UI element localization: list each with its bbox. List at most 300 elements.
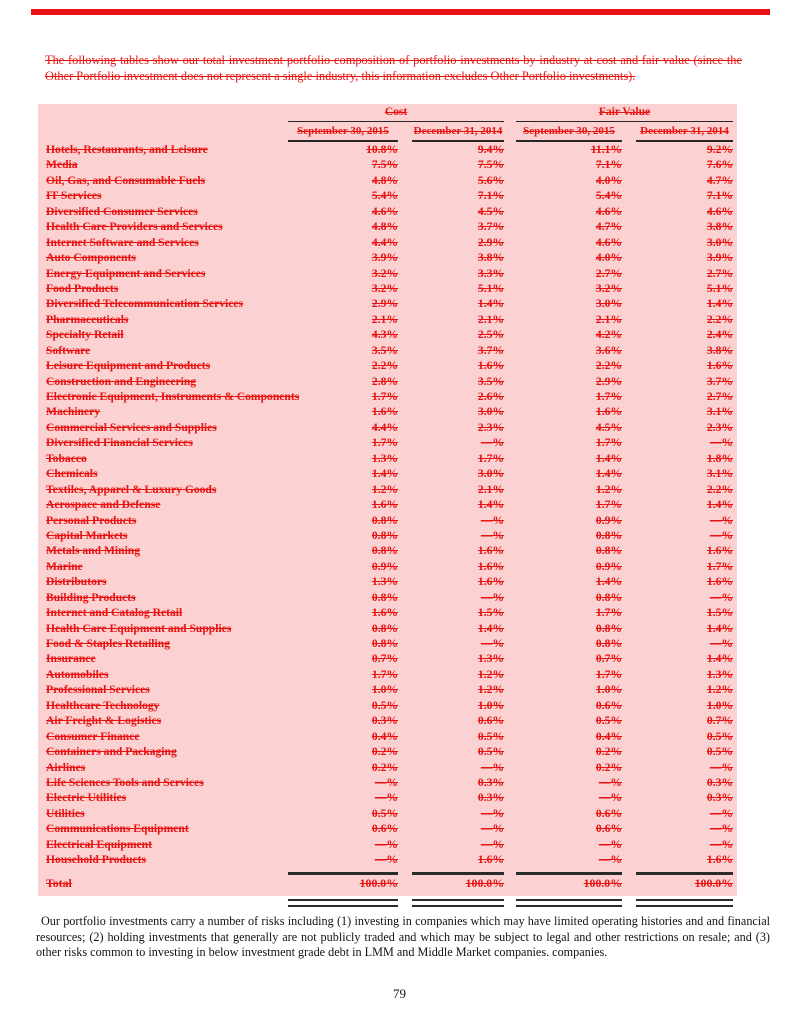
table-row — [38, 497, 737, 512]
value-cell: 4.2% — [595, 328, 622, 342]
value-cell: 4.6% — [706, 204, 733, 218]
table-pink-area — [38, 104, 737, 896]
industry-label: Pharmaceuticals — [46, 312, 129, 326]
value-cell: 2.2% — [595, 359, 622, 373]
table-row — [38, 621, 737, 636]
value-cell: 1.6% — [371, 606, 398, 620]
value-cell: 2.9% — [595, 374, 622, 388]
table-row — [38, 343, 737, 358]
value-cell: 4.3% — [371, 328, 398, 342]
value-cell: 1.6% — [706, 544, 733, 558]
value-cell: 2.2% — [706, 312, 733, 326]
table-row — [38, 559, 737, 574]
table-row — [38, 188, 737, 203]
value-cell: 1.2% — [706, 683, 733, 697]
value-cell: 0.8% — [371, 590, 398, 604]
table-row — [38, 235, 737, 250]
industry-label: Aerospace and Defense — [46, 498, 161, 512]
total-top-rule-row — [38, 868, 737, 875]
value-cell: 1.6% — [477, 575, 504, 589]
value-cell: 2.9% — [477, 235, 504, 249]
value-cell: 2.7% — [706, 390, 733, 404]
table-row — [38, 250, 737, 265]
industry-label: Health Care Equipment and Supplies — [46, 621, 232, 635]
double-rule-segment — [398, 899, 504, 907]
value-cell: —% — [480, 637, 504, 651]
value-cell: —% — [480, 822, 504, 836]
value-cell: 3.7% — [477, 220, 504, 234]
table-row — [38, 327, 737, 342]
value-cell: —% — [709, 760, 733, 774]
value-cell: 1.5% — [477, 606, 504, 620]
table-row — [38, 729, 737, 744]
value-cell: 1.0% — [371, 683, 398, 697]
value-cell: 7.6% — [706, 158, 733, 172]
value-cell: 1.7% — [595, 498, 622, 512]
column-header-label: September 30, 2015 — [516, 123, 622, 142]
value-cell: 1.6% — [371, 405, 398, 419]
industry-label: Construction and Engineering — [46, 374, 197, 388]
table-row — [38, 157, 737, 172]
value-cell: 0.8% — [595, 637, 622, 651]
industry-label: Healthcare Technology — [46, 698, 160, 712]
value-cell: —% — [598, 775, 622, 789]
table-row — [38, 667, 737, 682]
value-cell: 1.6% — [477, 853, 504, 867]
value-cell: 7.5% — [371, 158, 398, 172]
table-row — [38, 142, 737, 157]
value-cell: 0.8% — [371, 621, 398, 635]
value-cell: 1.4% — [706, 621, 733, 635]
industry-label: Diversified Telecommunication Services — [46, 297, 244, 311]
value-cell: 0.5% — [477, 745, 504, 759]
value-cell: 2.7% — [595, 266, 622, 280]
value-cell: 0.2% — [595, 760, 622, 774]
industry-label: Textiles, Apparel & Luxury Goods — [46, 482, 217, 496]
value-cell: 1.2% — [595, 482, 622, 496]
portfolio-composition-table — [38, 104, 737, 907]
column-header-label: December 31, 2014 — [412, 123, 504, 142]
table-row — [38, 605, 737, 620]
value-cell: 0.5% — [706, 729, 733, 743]
column-header-fv-dec-2014 — [622, 123, 733, 142]
industry-label: Specialty Retail — [46, 328, 124, 342]
table-row — [38, 713, 737, 728]
value-cell: 0.7% — [706, 714, 733, 728]
value-cell: 0.5% — [706, 745, 733, 759]
value-cell: —% — [709, 806, 733, 820]
value-cell: 0.3% — [706, 791, 733, 805]
value-cell: 1.7% — [706, 559, 733, 573]
value-cell: 1.6% — [706, 853, 733, 867]
value-cell: 1.5% — [706, 606, 733, 620]
value-cell: 1.7% — [595, 436, 622, 450]
value-cell: 3.1% — [706, 467, 733, 481]
value-cell: —% — [709, 822, 733, 836]
table-row — [38, 219, 737, 234]
value-cell: 7.1% — [477, 189, 504, 203]
value-cell: 7.1% — [595, 158, 622, 172]
total-value: 100.0% — [359, 875, 398, 890]
industry-label: Machinery — [46, 405, 101, 419]
value-cell: 4.4% — [371, 235, 398, 249]
value-cell: 3.3% — [477, 266, 504, 280]
industry-label: Tobacco — [46, 451, 87, 465]
table-row — [38, 281, 737, 296]
deleted-rule-bar — [31, 9, 770, 15]
industry-label: Commercial Services and Supplies — [46, 420, 217, 434]
value-cell: 2.4% — [706, 328, 733, 342]
total-value: 100.0% — [465, 875, 504, 890]
table-row — [38, 266, 737, 281]
page-number: 79 — [393, 986, 406, 1001]
value-cell: 0.3% — [371, 714, 398, 728]
value-cell: 0.3% — [477, 791, 504, 805]
rule-segment — [288, 870, 398, 875]
value-cell: 4.0% — [595, 173, 622, 187]
table-row — [38, 482, 737, 497]
value-cell: 3.9% — [371, 251, 398, 265]
table-row — [38, 466, 737, 481]
table-row — [38, 821, 737, 836]
total-value: 100.0% — [694, 875, 733, 890]
value-cell: 1.2% — [371, 482, 398, 496]
column-header-cost-sep-2015 — [288, 123, 398, 142]
table-row — [38, 590, 737, 605]
industry-label: Airlines — [46, 760, 86, 774]
table-row — [38, 451, 737, 466]
value-cell: 5.1% — [477, 281, 504, 295]
value-cell: 0.6% — [477, 714, 504, 728]
industry-label: Electric Utilities — [46, 791, 127, 805]
value-cell: 0.3% — [477, 775, 504, 789]
value-cell: 3.0% — [477, 467, 504, 481]
industry-label: Communications Equipment — [46, 822, 189, 836]
value-cell: 0.6% — [595, 698, 622, 712]
value-cell: 0.2% — [371, 745, 398, 759]
value-cell: 1.4% — [706, 498, 733, 512]
value-cell: 1.6% — [706, 359, 733, 373]
value-cell: 0.9% — [595, 513, 622, 527]
double-rule-segment — [288, 899, 398, 907]
industry-label: Chemicals — [46, 467, 98, 481]
table-row — [38, 358, 737, 373]
value-cell: 1.3% — [477, 652, 504, 666]
table-row — [38, 173, 737, 188]
value-cell: 5.1% — [706, 281, 733, 295]
value-cell: 2.6% — [477, 390, 504, 404]
value-cell: 1.3% — [371, 575, 398, 589]
value-cell: 0.5% — [477, 729, 504, 743]
value-cell: 0.7% — [371, 652, 398, 666]
value-cell: 4.6% — [595, 204, 622, 218]
double-rule-segment — [622, 899, 733, 907]
value-cell: 3.1% — [706, 405, 733, 419]
table-row — [38, 852, 737, 867]
value-cell: 1.0% — [706, 698, 733, 712]
value-cell: 1.0% — [477, 698, 504, 712]
table-total-row — [38, 875, 737, 891]
value-cell: 1.4% — [706, 297, 733, 311]
table-row — [38, 513, 737, 528]
industry-label: Containers and Packaging — [46, 745, 177, 759]
table-row — [38, 698, 737, 713]
value-cell: 2.7% — [706, 266, 733, 280]
value-cell: —% — [709, 637, 733, 651]
industry-label: Food Products — [46, 281, 119, 295]
value-cell: 1.3% — [706, 667, 733, 681]
value-cell: 3.8% — [477, 251, 504, 265]
value-cell: 1.7% — [371, 390, 398, 404]
industry-label: Electrical Equipment — [46, 837, 152, 851]
table-row — [38, 744, 737, 759]
value-cell: 1.0% — [595, 683, 622, 697]
value-cell: 0.8% — [595, 544, 622, 558]
value-cell: 4.5% — [595, 420, 622, 434]
value-cell: 0.2% — [371, 760, 398, 774]
value-cell: 2.2% — [706, 482, 733, 496]
value-cell: 7.1% — [706, 189, 733, 203]
industry-label: Electronic Equipment, Instruments & Components — [46, 390, 300, 404]
table-row — [38, 528, 737, 543]
value-cell: —% — [480, 837, 504, 851]
value-cell: —% — [374, 775, 398, 789]
value-cell: 3.8% — [706, 343, 733, 357]
value-cell: 3.7% — [477, 343, 504, 357]
table-row — [38, 574, 737, 589]
value-cell: 2.2% — [371, 359, 398, 373]
value-cell: 1.7% — [371, 667, 398, 681]
value-cell: 1.6% — [477, 559, 504, 573]
value-cell: 0.5% — [371, 698, 398, 712]
value-cell: 0.8% — [595, 621, 622, 635]
value-cell: 1.4% — [477, 297, 504, 311]
industry-label: Metals and Mining — [46, 544, 141, 558]
table-row — [38, 837, 737, 852]
industry-label: Utilities — [46, 806, 85, 820]
value-cell: 1.2% — [477, 683, 504, 697]
industry-label: Auto Components — [46, 251, 136, 265]
rule-segment — [398, 870, 504, 875]
table-row — [38, 204, 737, 219]
table-column-header-row — [38, 122, 737, 142]
column-header-cost-dec-2014 — [398, 123, 504, 142]
table-row — [38, 636, 737, 651]
industry-label: Distributors — [46, 575, 107, 589]
double-rule-segment — [516, 899, 622, 907]
total-value: 100.0% — [583, 875, 622, 890]
industry-label: Insurance — [46, 652, 96, 666]
value-cell: 0.8% — [371, 544, 398, 558]
table-row — [38, 806, 737, 821]
value-cell: 0.3% — [706, 775, 733, 789]
value-cell: 2.8% — [371, 374, 398, 388]
value-cell: 1.7% — [371, 436, 398, 450]
value-cell: 2.5% — [477, 328, 504, 342]
value-cell: 0.2% — [595, 745, 622, 759]
table-row — [38, 296, 737, 311]
value-cell: —% — [480, 513, 504, 527]
industry-label: Software — [46, 343, 91, 357]
industry-label: Internet Software and Services — [46, 235, 199, 249]
value-cell: 1.7% — [477, 451, 504, 465]
rule-segment — [622, 870, 733, 875]
industry-label: IT Services — [46, 189, 102, 203]
value-cell: —% — [598, 853, 622, 867]
value-cell: —% — [709, 513, 733, 527]
value-cell: 4.6% — [595, 235, 622, 249]
value-cell: 4.8% — [371, 220, 398, 234]
group-header-cost: Cost — [288, 104, 504, 122]
value-cell: 1.6% — [477, 359, 504, 373]
table-row — [38, 312, 737, 327]
industry-label: Health Care Providers and Services — [46, 220, 223, 234]
value-cell: 1.3% — [371, 451, 398, 465]
value-cell: 0.8% — [371, 513, 398, 527]
value-cell: 1.6% — [595, 405, 622, 419]
value-cell: 1.4% — [595, 575, 622, 589]
value-cell: 9.2% — [706, 143, 733, 157]
industry-label: Food & Staples Retailing — [46, 637, 170, 651]
value-cell: 4.0% — [595, 251, 622, 265]
industry-label: Media — [46, 158, 78, 172]
value-cell: 3.5% — [477, 374, 504, 388]
value-cell: 3.7% — [706, 374, 733, 388]
value-cell: —% — [374, 791, 398, 805]
value-cell: 0.8% — [371, 637, 398, 651]
value-cell: —% — [480, 806, 504, 820]
value-cell: 2.9% — [371, 297, 398, 311]
value-cell: 1.4% — [706, 652, 733, 666]
industry-label: Diversified Consumer Services — [46, 204, 198, 218]
table-row — [38, 389, 737, 404]
industry-label: Household Products — [46, 853, 146, 867]
value-cell: 11.1% — [590, 143, 622, 157]
industry-label: Energy Equipment and Services — [46, 266, 206, 280]
table-row — [38, 775, 737, 790]
table-row — [38, 790, 737, 805]
value-cell: 3.2% — [595, 281, 622, 295]
value-cell: —% — [709, 528, 733, 542]
value-cell: —% — [374, 837, 398, 851]
value-cell: —% — [709, 590, 733, 604]
value-cell: 4.6% — [371, 204, 398, 218]
value-cell: 2.3% — [706, 420, 733, 434]
value-cell: 0.5% — [371, 806, 398, 820]
value-cell: 7.5% — [477, 158, 504, 172]
industry-label: Personal Products — [46, 513, 137, 527]
value-cell: 0.5% — [595, 714, 622, 728]
industry-label: Automobiles — [46, 667, 109, 681]
value-cell: 1.4% — [477, 498, 504, 512]
value-cell: 2.1% — [477, 482, 504, 496]
table-row — [38, 420, 737, 435]
value-cell: 2.1% — [477, 312, 504, 326]
industry-label: Hotels, Restaurants, and Leisure — [46, 143, 208, 157]
value-cell: 4.8% — [371, 173, 398, 187]
value-cell: 3.8% — [706, 220, 733, 234]
value-cell: 1.8% — [706, 451, 733, 465]
industry-label: Building Products — [46, 590, 136, 604]
value-cell: 1.6% — [371, 498, 398, 512]
group-header-fair-value: Fair Value — [516, 104, 733, 122]
value-cell: 2.1% — [595, 312, 622, 326]
value-cell: 0.6% — [595, 806, 622, 820]
intro-paragraph: The following tables show our total investment portfolio composition of portfolio investments by industry at cost and fair value (since the Other Portfolio investment does not represent a single industry, this information excludes Other Portfolio investments). — [45, 53, 742, 84]
table-row — [38, 435, 737, 450]
column-header-label: December 31, 2014 — [636, 123, 733, 142]
table-row — [38, 760, 737, 775]
industry-label: Professional Services — [46, 683, 150, 697]
industry-label: Internet and Catalog Retail — [46, 606, 183, 620]
value-cell: 1.7% — [595, 667, 622, 681]
value-cell: —% — [374, 853, 398, 867]
value-cell: —% — [709, 436, 733, 450]
table-row — [38, 404, 737, 419]
industry-label: Capital Markets — [46, 528, 128, 542]
value-cell: —% — [480, 528, 504, 542]
value-cell: 1.4% — [477, 621, 504, 635]
value-cell: —% — [598, 837, 622, 851]
value-cell: 3.2% — [371, 266, 398, 280]
table-row — [38, 682, 737, 697]
total-double-rule-row — [38, 897, 737, 907]
industry-label: Consumer Finance — [46, 729, 140, 743]
industry-label: Marine — [46, 559, 83, 573]
industry-label: Leisure Equipment and Products — [46, 359, 211, 373]
value-cell: 4.4% — [371, 420, 398, 434]
value-cell: 0.6% — [371, 822, 398, 836]
value-cell: 1.6% — [477, 544, 504, 558]
value-cell: 1.2% — [477, 667, 504, 681]
value-cell: 5.6% — [477, 173, 504, 187]
table-group-header-row — [38, 104, 737, 122]
value-cell: 4.7% — [595, 220, 622, 234]
value-cell: 3.0% — [706, 235, 733, 249]
risks-paragraph: Our portfolio investments carry a number of risks including (1) investing in companies which may have limited operating histories and and financial resources; (2) holding investments that generally are not publicly traded and which may be subject to legal and other restrictions on resale; and (3) other risks common to investing in below investment grade debt in LMM and Middle Market companies. companies. — [36, 914, 770, 960]
value-cell: 1.4% — [595, 451, 622, 465]
value-cell: 5.4% — [371, 189, 398, 203]
value-cell: 0.6% — [595, 822, 622, 836]
value-cell: 3.6% — [595, 343, 622, 357]
table-row — [38, 651, 737, 666]
industry-label: Diversified Financial Services — [46, 436, 193, 450]
value-cell: 2.3% — [477, 420, 504, 434]
value-cell: 5.4% — [595, 189, 622, 203]
value-cell: 3.9% — [706, 251, 733, 265]
value-cell: 0.7% — [595, 652, 622, 666]
table-row — [38, 543, 737, 558]
value-cell: 1.7% — [595, 390, 622, 404]
value-cell: 0.4% — [371, 729, 398, 743]
value-cell: 0.9% — [595, 559, 622, 573]
value-cell: 1.4% — [595, 467, 622, 481]
value-cell: —% — [709, 837, 733, 851]
value-cell: 0.8% — [595, 590, 622, 604]
value-cell: 3.0% — [477, 405, 504, 419]
value-cell: —% — [480, 590, 504, 604]
total-label: Total — [46, 875, 72, 890]
value-cell: —% — [480, 436, 504, 450]
value-cell: 0.4% — [595, 729, 622, 743]
value-cell: 9.4% — [477, 143, 504, 157]
value-cell: 0.8% — [595, 528, 622, 542]
value-cell: 0.9% — [371, 559, 398, 573]
value-cell: 0.8% — [371, 528, 398, 542]
value-cell: 4.7% — [706, 173, 733, 187]
column-header-label: September 30, 2015 — [288, 123, 398, 142]
value-cell: 4.5% — [477, 204, 504, 218]
